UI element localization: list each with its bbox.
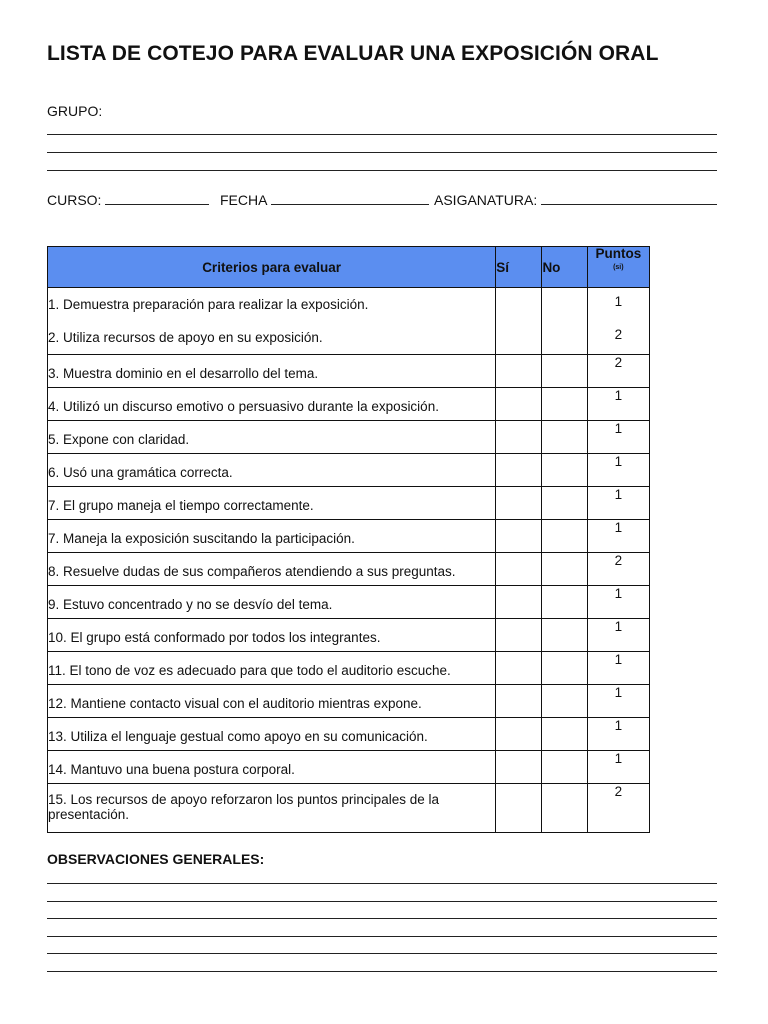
curso-blank[interactable] — [105, 192, 209, 205]
puntos-value: 1 — [587, 619, 649, 652]
table-row — [48, 553, 650, 586]
header-puntos-sub: (si) — [613, 263, 624, 271]
si-checkbox[interactable] — [496, 288, 542, 355]
grupo-line-3[interactable] — [47, 170, 717, 171]
fecha-label: FECHA — [220, 192, 267, 208]
no-checkbox[interactable] — [542, 421, 587, 454]
criterio-text: 10. El grupo está conformado por todos los integrantes. — [48, 619, 496, 652]
criterio-text: 5. Expone con claridad. — [48, 421, 496, 454]
no-checkbox[interactable] — [542, 355, 587, 388]
criterio-text: 8. Resuelve dudas de sus compañeros atendiendo a sus preguntas. — [48, 553, 496, 586]
table-row — [48, 487, 650, 520]
criterio-text: 12. Mantiene contacto visual con el auditorio mientras expone. — [48, 685, 496, 718]
no-checkbox[interactable] — [542, 487, 587, 520]
header-puntos — [587, 247, 649, 288]
si-checkbox[interactable] — [496, 652, 542, 685]
no-checkbox[interactable] — [542, 685, 587, 718]
observaciones-label: OBSERVACIONES GENERALES: — [47, 851, 265, 867]
criterio-text: 7. Maneja la exposición suscitando la participación. — [48, 520, 496, 553]
table-row — [48, 619, 650, 652]
si-checkbox[interactable] — [496, 784, 542, 833]
header-no: No — [542, 247, 587, 288]
table-row — [48, 751, 650, 784]
si-checkbox[interactable] — [496, 553, 542, 586]
puntos-value: 1 — [587, 487, 649, 520]
curso-field — [47, 192, 209, 208]
puntos-value: 1 — [587, 718, 649, 751]
si-checkbox[interactable] — [496, 421, 542, 454]
puntos-value: 1 — [587, 454, 649, 487]
table-row — [48, 784, 650, 833]
fecha-blank[interactable] — [271, 192, 429, 205]
si-checkbox[interactable] — [496, 487, 542, 520]
no-checkbox[interactable] — [542, 288, 587, 355]
no-checkbox[interactable] — [542, 553, 587, 586]
no-checkbox[interactable] — [542, 652, 587, 685]
puntos-value: 2 — [587, 355, 649, 388]
criterio-text: 13. Utiliza el lenguaje gestual como apoyo en su comunicación. — [48, 718, 496, 751]
observaciones-line-1[interactable] — [47, 883, 717, 884]
si-checkbox[interactable] — [496, 454, 542, 487]
table-row — [48, 388, 650, 421]
puntos-value: 1 — [587, 388, 649, 421]
si-checkbox[interactable] — [496, 355, 542, 388]
si-checkbox[interactable] — [496, 751, 542, 784]
si-checkbox[interactable] — [496, 586, 542, 619]
si-checkbox[interactable] — [496, 388, 542, 421]
criterio-text: 4. Utilizó un discurso emotivo o persuasivo durante la exposición. — [48, 388, 496, 421]
criterio-text: 7. El grupo maneja el tiempo correctamente. — [48, 487, 496, 520]
criterio-text: 15. Los recursos de apoyo reforzaron los puntos principales de la presentación. — [48, 784, 496, 833]
puntos-value: 1 — [587, 685, 649, 718]
no-checkbox[interactable] — [542, 751, 587, 784]
table-row — [48, 685, 650, 718]
observaciones-line-3[interactable] — [47, 918, 717, 919]
si-checkbox[interactable] — [496, 619, 542, 652]
table-row — [48, 355, 650, 388]
no-checkbox[interactable] — [542, 454, 587, 487]
puntos-value: 1 — [614, 294, 623, 309]
no-checkbox[interactable] — [542, 619, 587, 652]
puntos-value: 2 — [587, 553, 649, 586]
table-row — [48, 586, 650, 619]
table-row — [48, 454, 650, 487]
header-si: Sí — [496, 247, 542, 288]
criterio-text: 11. El tono de voz es adecuado para que todo el auditorio escuche. — [48, 652, 496, 685]
puntos-value: 2 — [587, 784, 649, 833]
table-row — [48, 520, 650, 553]
criterio-text: 1. Demuestra preparación para realizar la exposición. — [48, 297, 369, 312]
puntos-value: 1 — [587, 421, 649, 454]
asignatura-label: ASIGANATURA: — [434, 192, 538, 208]
curso-label: CURSO: — [47, 192, 102, 208]
no-checkbox[interactable] — [542, 784, 587, 833]
criterio-text: 2. Utiliza recursos de apoyo en su exposición. — [48, 330, 323, 345]
criterio-cell — [48, 288, 496, 355]
puntos-cell — [587, 288, 649, 355]
si-checkbox[interactable] — [496, 520, 542, 553]
fecha-field — [220, 192, 429, 208]
criterio-text: 14. Mantuvo una buena postura corporal. — [48, 751, 496, 784]
grupo-line-2[interactable] — [47, 152, 717, 153]
criterio-text: 6. Usó una gramática correcta. — [48, 454, 496, 487]
puntos-value: 2 — [614, 327, 623, 342]
table-row — [48, 421, 650, 454]
asignatura-blank[interactable] — [541, 192, 717, 205]
puntos-value: 1 — [587, 586, 649, 619]
grupo-label: GRUPO: — [47, 103, 103, 119]
puntos-value: 1 — [587, 751, 649, 784]
page-title: LISTA DE COTEJO PARA EVALUAR UNA EXPOSICIÓN ORAL — [47, 42, 659, 65]
no-checkbox[interactable] — [542, 718, 587, 751]
header-puntos-label: Puntos — [595, 246, 642, 261]
puntos-value: 1 — [587, 520, 649, 553]
observaciones-line-2[interactable] — [47, 901, 717, 902]
criterio-text: 3. Muestra dominio en el desarrollo del tema. — [48, 355, 496, 388]
grupo-line-1[interactable] — [47, 134, 717, 135]
si-checkbox[interactable] — [496, 685, 542, 718]
table-row — [48, 288, 650, 355]
no-checkbox[interactable] — [542, 520, 587, 553]
header-criterios: Criterios para evaluar — [48, 247, 496, 288]
puntos-value: 1 — [587, 652, 649, 685]
asignatura-field — [434, 192, 717, 208]
no-checkbox[interactable] — [542, 586, 587, 619]
si-checkbox[interactable] — [496, 718, 542, 751]
table-row — [48, 718, 650, 751]
table-row — [48, 652, 650, 685]
observaciones-line-5[interactable] — [47, 953, 717, 954]
criteria-table — [47, 246, 650, 833]
no-checkbox[interactable] — [542, 388, 587, 421]
observaciones-line-4[interactable] — [47, 936, 717, 937]
table-header-row — [48, 247, 650, 288]
observaciones-line-6[interactable] — [47, 971, 717, 972]
criterio-text: 9. Estuvo concentrado y no se desvío del tema. — [48, 586, 496, 619]
